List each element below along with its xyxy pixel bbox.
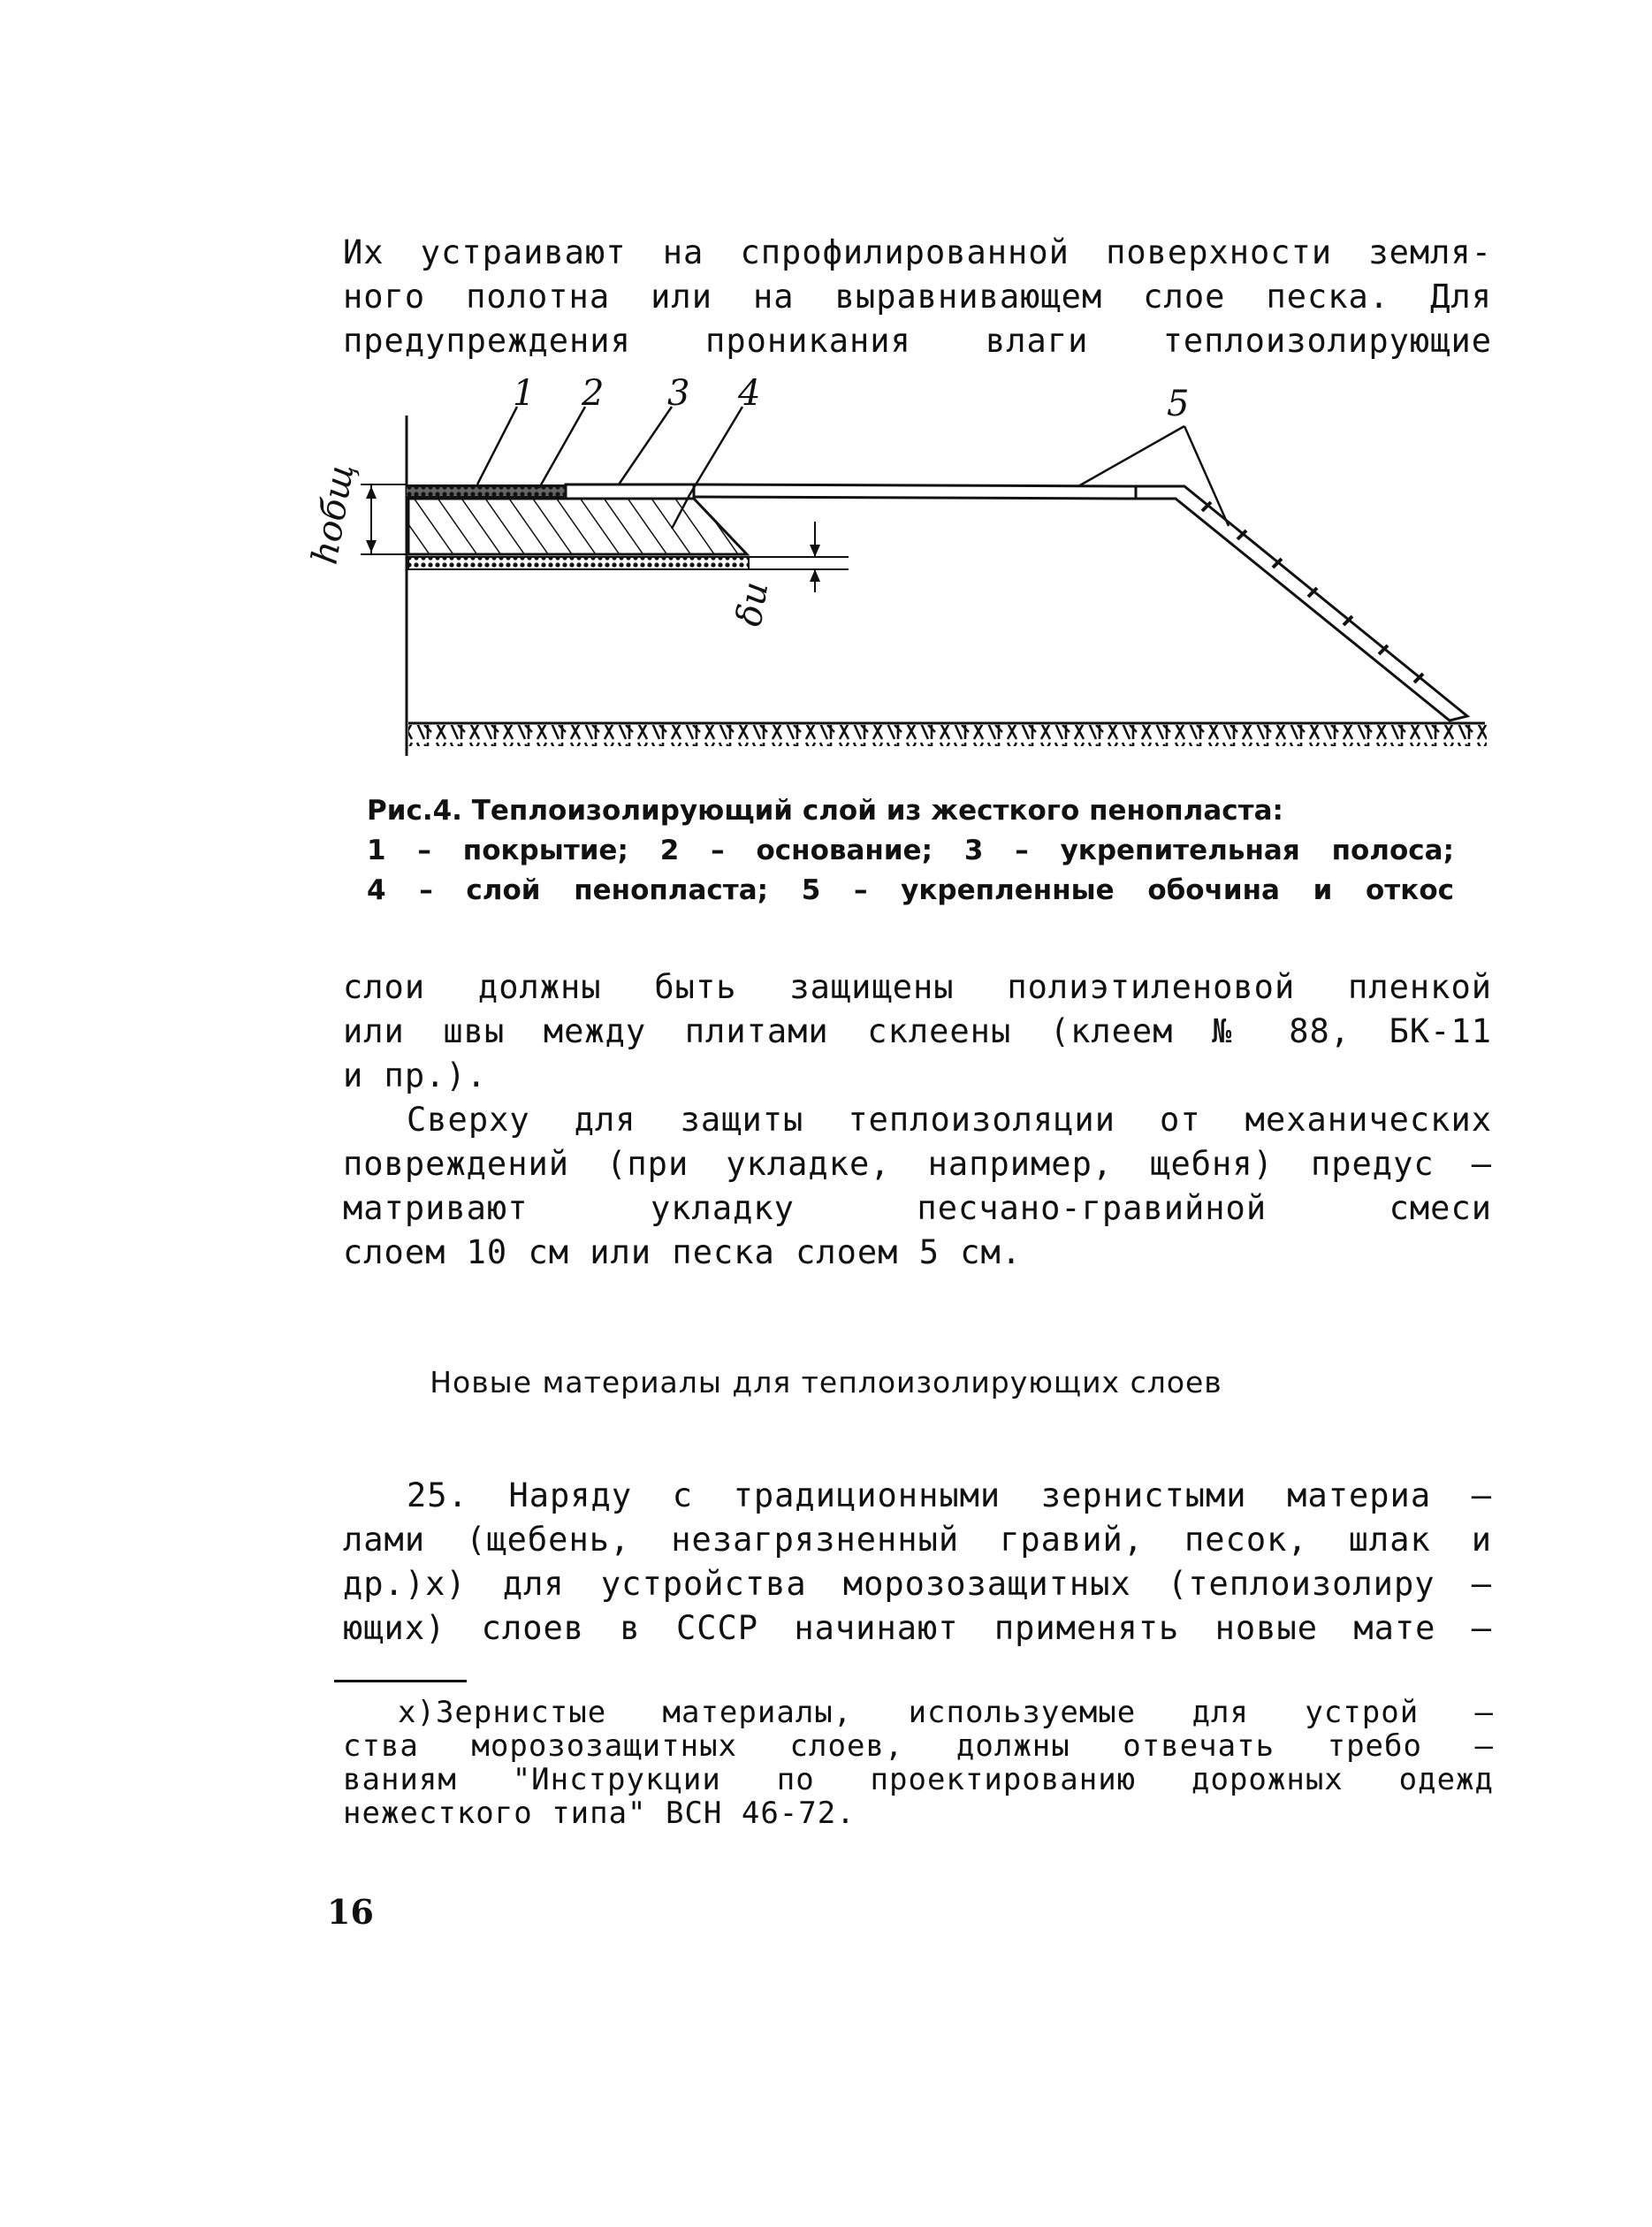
body-line-5: повреждений (при укладке, например, щебня) предус – xyxy=(343,1145,1492,1183)
body-line-6: матривают укладку песчано-гравийной смеси xyxy=(343,1189,1492,1227)
dim-total-label: hобщ xyxy=(304,461,362,568)
dim-insulation-label: δи xyxy=(728,578,777,629)
layer-reinforcement-strip xyxy=(566,484,694,499)
footnote-line-3: ваниям "Инструкции по проектированию дорожных одежд xyxy=(343,1762,1494,1797)
figure-label-4: 4 xyxy=(738,373,761,414)
footnote-line-2: ства морозозащитных слоев, должны отвечать требо – xyxy=(343,1728,1494,1764)
figure-label-2: 2 xyxy=(582,373,605,414)
para25-line-4: ющих) слоев в СССР начинают применять новые мате – xyxy=(343,1609,1492,1647)
para25-line-3: др.)x) для устройства морозозащитных (теплоизолиру – xyxy=(343,1565,1492,1603)
figure-caption-line-3: 4 – слой пенопласта; 5 – укрепленные обочина и откос xyxy=(367,874,1454,906)
reinforced-shoulder-slope xyxy=(1136,486,1467,721)
figure-caption-title: Рис.4. Теплоизолирующий слой из жесткого пенопласта: xyxy=(367,795,1283,827)
figure-label-1: 1 xyxy=(513,373,536,414)
body-line-1: слои должны быть защищены полиэтиленовой пленкой xyxy=(343,968,1492,1006)
section-heading: Новые материалы для теплоизолирующих слоев xyxy=(430,1365,1222,1400)
body-line-2: или швы между плитами склеены (клеем № 88, БК-11 xyxy=(343,1012,1492,1050)
intro-line-3: предупреждения проникания влаги теплоизолирующие xyxy=(343,322,1492,360)
para25-line-2: лами (щебень, незагрязненный гравий, песок, шлак и xyxy=(343,1521,1492,1559)
footnote-separator xyxy=(334,1680,467,1682)
intro-line-1: Их устраивают на спрофилированной поверхности земля- xyxy=(343,233,1492,271)
para25-line-1: 25. Наряду с традиционными зернистыми материа – xyxy=(407,1476,1492,1514)
layer-base xyxy=(408,499,747,554)
body-line-3: и пр.). xyxy=(343,1056,487,1094)
body-line-7: слоем 10 см или песка слоем 5 см. xyxy=(343,1233,1023,1271)
natural-ground xyxy=(408,725,1487,746)
figure-caption-line-2: 1 – покрытие; 2 – основание; 3 – укрепительная полоса; xyxy=(367,835,1454,866)
layer-foam xyxy=(408,557,749,569)
intro-line-2: ного полотна или на выравнивающем слое песка. Для xyxy=(343,278,1492,316)
footnote-line-1: x)Зернистые материалы, используемые для устрой – xyxy=(398,1695,1494,1730)
page-number: 16 xyxy=(327,1892,374,1932)
figure-label-3: 3 xyxy=(667,373,690,414)
figure-label-5: 5 xyxy=(1167,384,1190,424)
road-cross-section-figure xyxy=(301,371,1520,787)
body-line-4: Сверху для защиты теплоизоляции от механических xyxy=(407,1101,1492,1139)
footnote-line-4: нежесткого типа" ВСН 46-72. xyxy=(343,1796,856,1831)
